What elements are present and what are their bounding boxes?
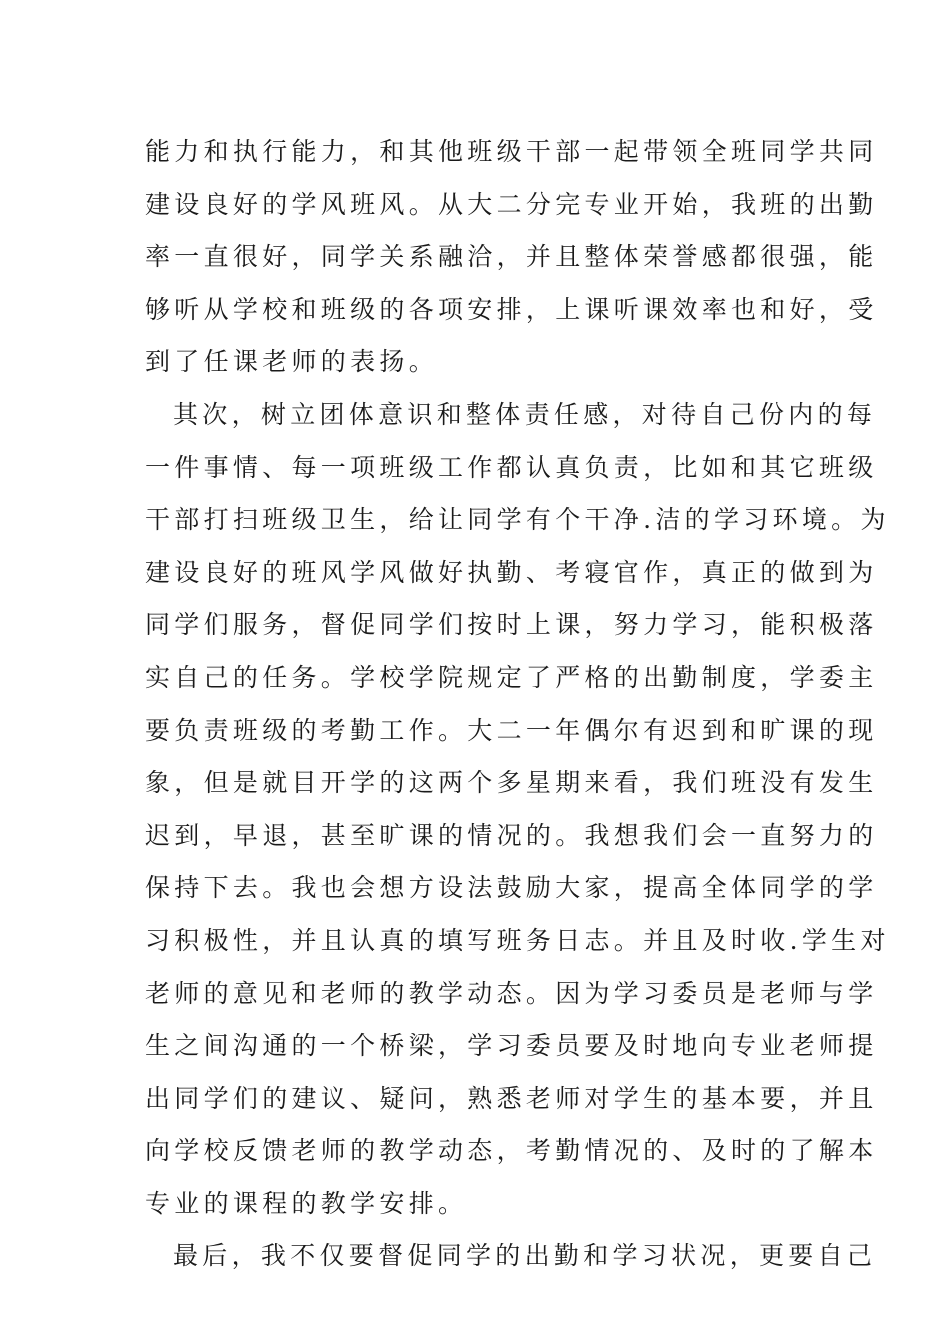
text-line: 象，但是就目开学的这两个多星期来看，我们班没有发生 <box>145 768 878 798</box>
text-line: 实自己的任务。学校学院规定了严格的出勤制度，学委主 <box>145 662 878 692</box>
text-line: 迟到，早退，甚至旷课的情况的。我想我们会一直努力的 <box>145 820 878 850</box>
text-line: 一件事情、每一项班级工作都认真负责，比如和其它班级 <box>145 452 878 482</box>
text-line: 到了任课老师的表扬。 <box>145 347 439 377</box>
text-line: 老师的意见和老师的教学动态。因为学习委员是老师与学 <box>145 978 878 1008</box>
text-line: 向学校反馈老师的教学动态，考勤情况的、及时的了解本 <box>145 1136 878 1166</box>
text-line: 专业的课程的教学安排。 <box>145 1188 468 1218</box>
text-line: 要负责班级的考勤工作。大二一年偶尔有迟到和旷课的现 <box>145 715 878 745</box>
paragraph-2 <box>145 389 890 1231</box>
text-line: 其次，树立团体意识和整体责任感，对待自己份内的每 <box>173 399 877 429</box>
text-line: 干部打扫班级卫生，给让同学有个干净.洁的学习环境。为 <box>145 505 890 535</box>
text-line: 同学们服务，督促同学们按时上课，努力学习，能积极落 <box>145 610 878 640</box>
text-line: 建设良好的班风学风做好执勤、考寝官作，真正的做到为 <box>145 557 878 587</box>
text-line: 习积极性，并且认真的填写班务日志。并且及时收.学生对 <box>145 925 890 955</box>
text-line: 能力和执行能力，和其他班级干部一起带领全班同学共同 <box>145 137 878 166</box>
text-line: 生之间沟通的一个桥梁，学习委员要及时地向专业老师提 <box>145 1031 878 1061</box>
paragraph-1 <box>145 126 878 389</box>
text-line: 最后，我不仅要督促同学的出勤和学习状况，更要自己 <box>173 1241 877 1271</box>
body-text <box>145 126 890 1283</box>
text-line: 出同学们的建议、疑问，熟悉老师对学生的基本要，并且 <box>145 1083 878 1113</box>
text-line: 保持下去。我也会想方设法鼓励大家，提高全体同学的学 <box>145 873 878 903</box>
text-line: 够听从学校和班级的各项安排，上课听课效率也和好，受 <box>145 294 878 324</box>
text-line: 率一直很好，同学关系融洽，并且整体荣誉感都很强，能 <box>145 242 878 272</box>
paragraph-3 <box>145 1230 877 1283</box>
text-line: 建设良好的学风班风。从大二分完专业开始，我班的出勤 <box>145 189 878 219</box>
